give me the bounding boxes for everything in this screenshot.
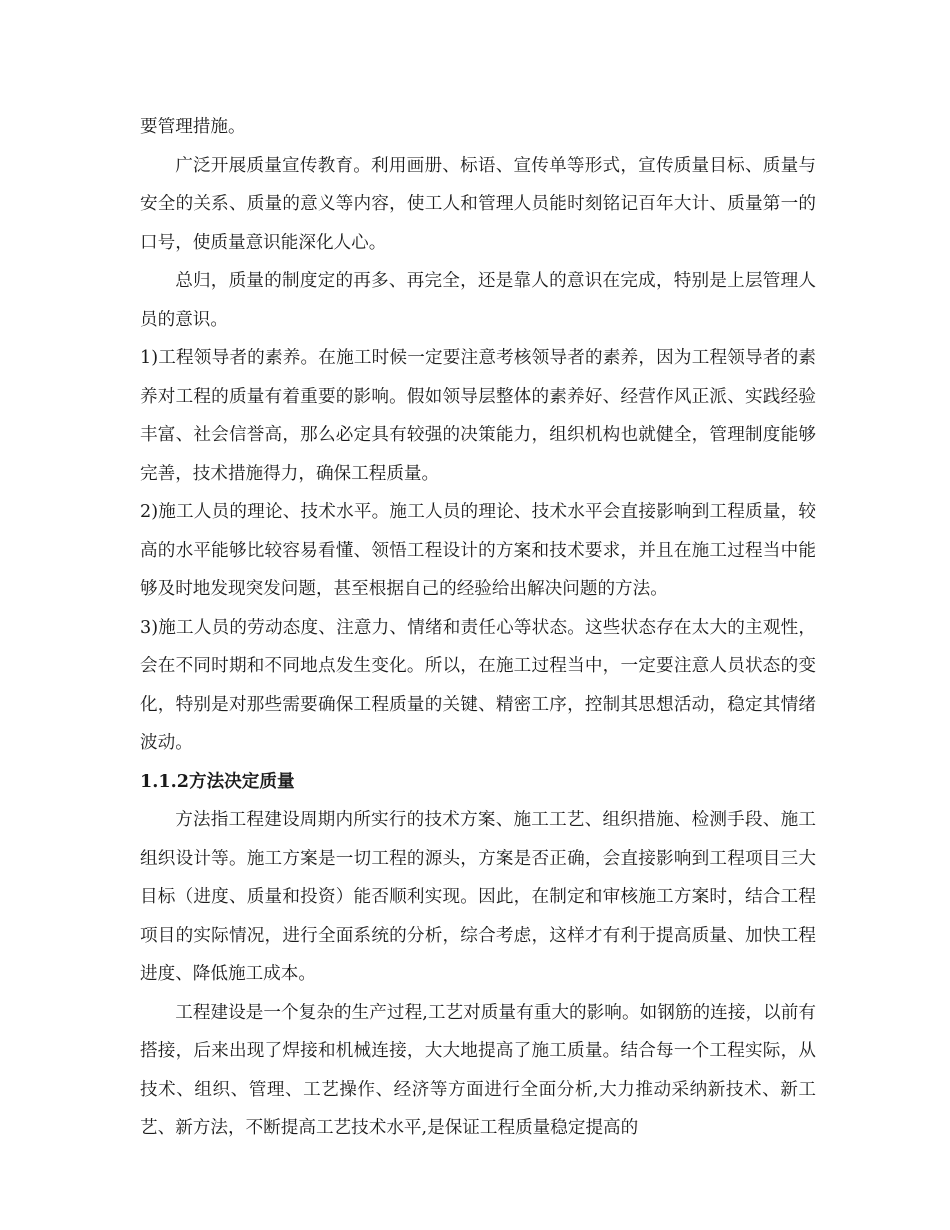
paragraph-continuation: 要管理措施。	[140, 117, 246, 137]
document-body	[140, 108, 816, 1148]
list-item-leader-quality: 1)工程领导者的素养。在施工时候一定要注意考核领导者的素养，因为工程领导者的素养对工程的质量有着重要的影响。假如领导层整体的素养好、经营作风正派、实践经验丰富、社会信誉高，那么必定具有较强的决策能力，组织机构也就健全，管理制度能够完善，技术措施得力，确保工程质量。	[140, 348, 816, 484]
paragraph-quality-promotion: 广泛开展质量宣传教育。利用画册、标语、宣传单等形式，宣传质量目标、质量与安全的关系、质量的意义等内容，使工人和管理人员能时刻铭记百年大计、质量第一的口号，使质量意识能深化人心。	[140, 155, 816, 253]
paragraph-method-definition: 方法指工程建设周期内所实行的技术方案、施工工艺、组织措施、检测手段、施工组织设计等。施工方案是一切工程的源头，方案是否正确，会直接影响到工程项目三大目标（进度、质量和投资）能否顺利实现。因此，在制定和审核施工方案时，结合工程项目的实际情况，进行全面系统的分析，综合考虑，这样才有利于提高质量、加快工程进度、降低施工成本。	[140, 810, 816, 984]
list-item-worker-attitude: 3)施工人员的劳动态度、注意力、情绪和责任心等状态。这些状态存在太大的主观性，会在不同时期和不同地点发生变化。所以，在施工过程当中，一定要注意人员状态的变化，特别是对那些需要确保工程质量的关键、精密工序，控制其思想活动，稳定其情绪波动。	[140, 617, 816, 753]
list-item-worker-skill: 2)施工人员的理论、技术水平。施工人员的理论、技术水平会直接影响到工程质量，较高的水平能够比较容易看懂、领悟工程设计的方案和技术要求，并且在施工过程当中能够及时地发现突发问题，甚至根据自己的经验给出解决问题的方法。	[140, 502, 816, 599]
paragraph-process-technology: 工程建设是一个复杂的生产过程,工艺对质量有重大的影响。如钢筋的连接，以前有搭接，后来出现了焊接和机械连接，大大地提高了施工质量。结合每一个工程实际，从技术、组织、管理、工艺操作、经济等方面进行全面分析,大力推动采纳新技术、新工艺、新方法，不断提高工艺技术水平,是保证工程质量稳定提高的	[140, 1002, 816, 1138]
section-heading: 1.1.2方法决定质量	[140, 770, 295, 792]
paragraph-summary: 总归，质量的制度定的再多、再完全，还是靠人的意识在完成，特别是上层管理人员的意识。	[140, 271, 816, 330]
